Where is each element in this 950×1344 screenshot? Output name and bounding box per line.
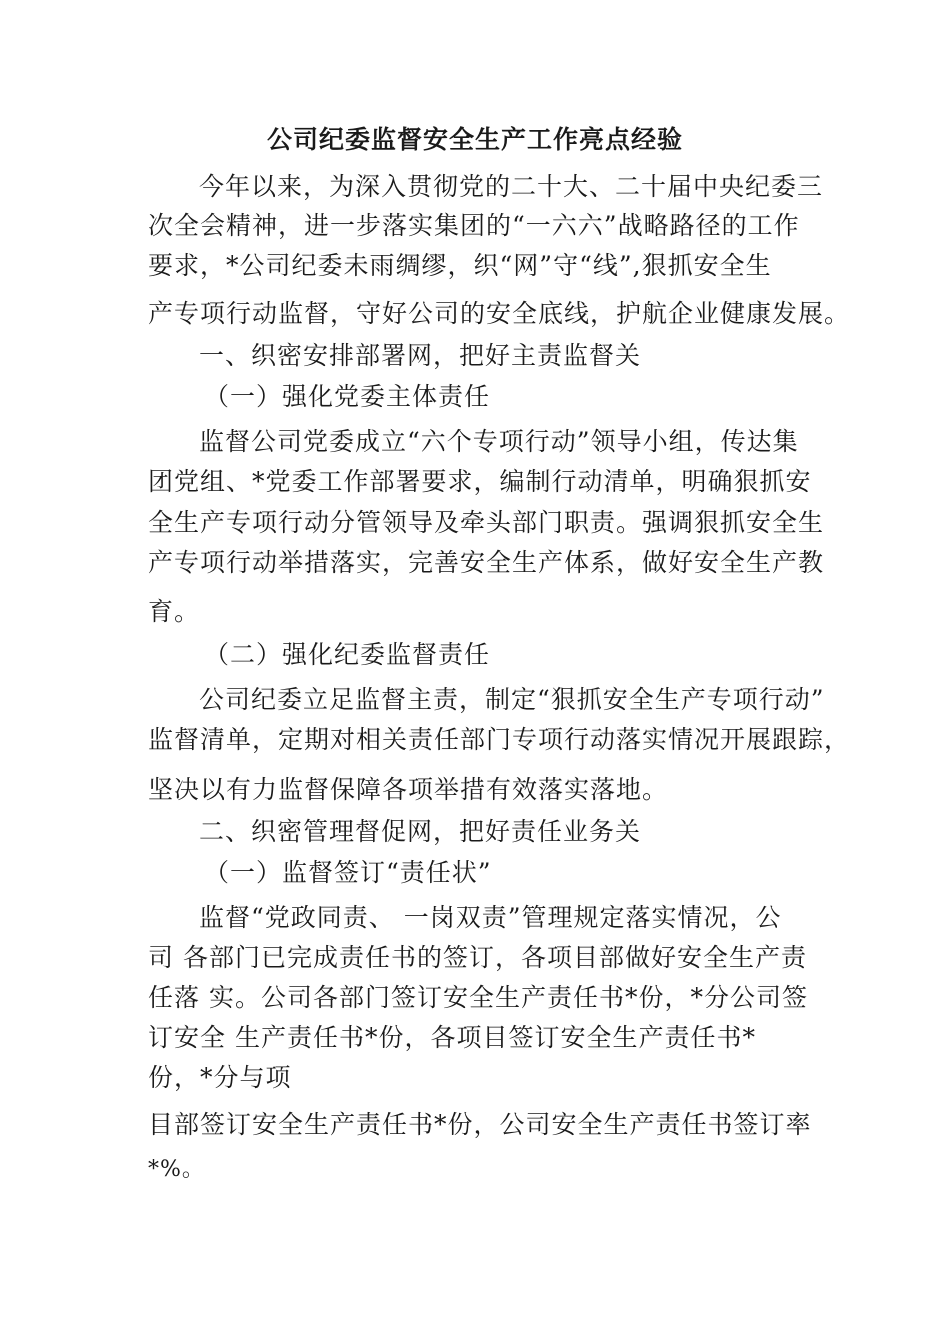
paragraph-line: 全生产专项行动分管领导及牵头部门职责。强调狠抓安全生 <box>148 508 825 537</box>
paragraph-line: 团党组、*党委工作部署要求，编制行动清单，明确狠抓安 <box>148 467 812 496</box>
document-title: 公司纪委监督安全生产工作亮点经验 <box>266 125 683 154</box>
subsection-heading: （一）监督签订“责任状” <box>204 858 492 887</box>
paragraph-line: 育。 <box>148 597 201 626</box>
paragraph-line: 监督清单，定期对相关责任部门专项行动落实情况开展跟踪， <box>148 725 851 754</box>
paragraph-line: 要求，*公司纪委未雨绸缪，织“网”守“线”,狠抓安全生 <box>148 251 772 280</box>
paragraph-line: 监督“党政同责、 一岗双责”管理规定落实情况，公 <box>199 903 782 932</box>
paragraph-line: *%。 <box>148 1157 205 1182</box>
paragraph-line: 任落 实。公司各部门签订安全生产责任书*份，*分公司签 <box>148 983 808 1012</box>
section-heading: 一、织密安排部署网，把好主责监督关 <box>199 341 642 370</box>
paragraph-line: 产专项行动举措落实，完善安全生产体系，做好安全生产教 <box>148 548 825 577</box>
paragraph-line: 产专项行动监督，守好公司的安全底线，护航企业健康发展。 <box>148 299 851 328</box>
paragraph-line: 坚决以有力监督保障各项举措有效落实落地。 <box>148 775 669 804</box>
paragraph-line: 公司纪委立足监督主责，制定“狠抓安全生产专项行动” <box>199 685 825 714</box>
paragraph-line: 今年以来，为深入贯彻党的二十大、二十届中央纪委三 <box>199 172 824 201</box>
paragraph-line: 订安全 生产责任书*份，各项目签订安全生产责任书* <box>148 1023 756 1052</box>
paragraph-line: 份，*分与项 <box>148 1063 292 1092</box>
paragraph-line: 次全会精神，进一步落实集团的“一六六”战略路径的工作 <box>148 211 800 240</box>
paragraph-line: 监督公司党委成立“六个专项行动”领导小组，传达集 <box>199 427 799 456</box>
section-heading: 二、织密管理督促网，把好责任业务关 <box>199 817 642 846</box>
paragraph-line: 目部签订安全生产责任书*份，公司安全生产责任书签订率 <box>148 1110 812 1139</box>
paragraph-line: 司 各部门已完成责任书的签订，各项目部做好安全生产责 <box>148 943 807 972</box>
subsection-heading: （二）强化纪委监督责任 <box>204 640 491 669</box>
subsection-heading: （一）强化党委主体责任 <box>204 382 491 411</box>
